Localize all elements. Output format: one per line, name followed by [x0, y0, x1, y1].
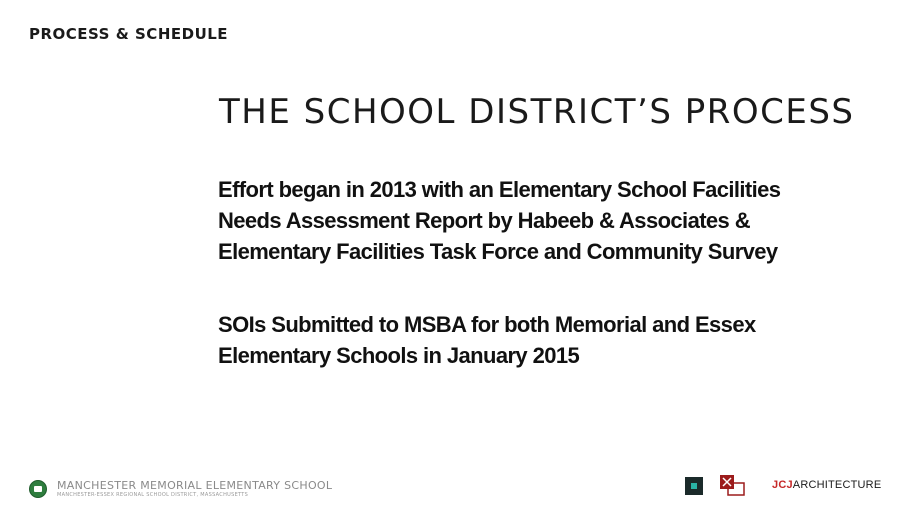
architect-logo: [772, 479, 881, 491]
architect-logo-mark: JCJ: [772, 479, 793, 491]
drm-logo-icon: [720, 475, 746, 497]
school-branding: [29, 477, 332, 501]
school-seal-icon: [29, 480, 47, 498]
school-district: MANCHESTER-ESSEX REGIONAL SCHOOL DISTRICT, MASSACHUSETTS: [57, 492, 249, 498]
bullet-item: SOIs Submitted to MSBA for both Memorial and Essex Elementary Schools in January 2015: [218, 312, 756, 368]
school-text: [57, 479, 332, 499]
architect-logo-text: ARCHITECTURE: [792, 479, 882, 491]
square-logo-icon: [685, 477, 703, 495]
section-label: PROCESS & SCHEDULE: [29, 25, 229, 43]
school-name: MANCHESTER MEMORIAL ELEMENTARY SCHOOL: [57, 479, 333, 492]
slide-title: THE SCHOOL DISTRICT’S PROCESS: [219, 92, 855, 132]
bullet-item: Effort began in 2013 with an Elementary School Facilities Needs Assessment Report by Habeeb & Associates & Elementary Facilities Task Force and Community Survey: [218, 177, 781, 264]
bullet-list: [218, 174, 858, 413]
